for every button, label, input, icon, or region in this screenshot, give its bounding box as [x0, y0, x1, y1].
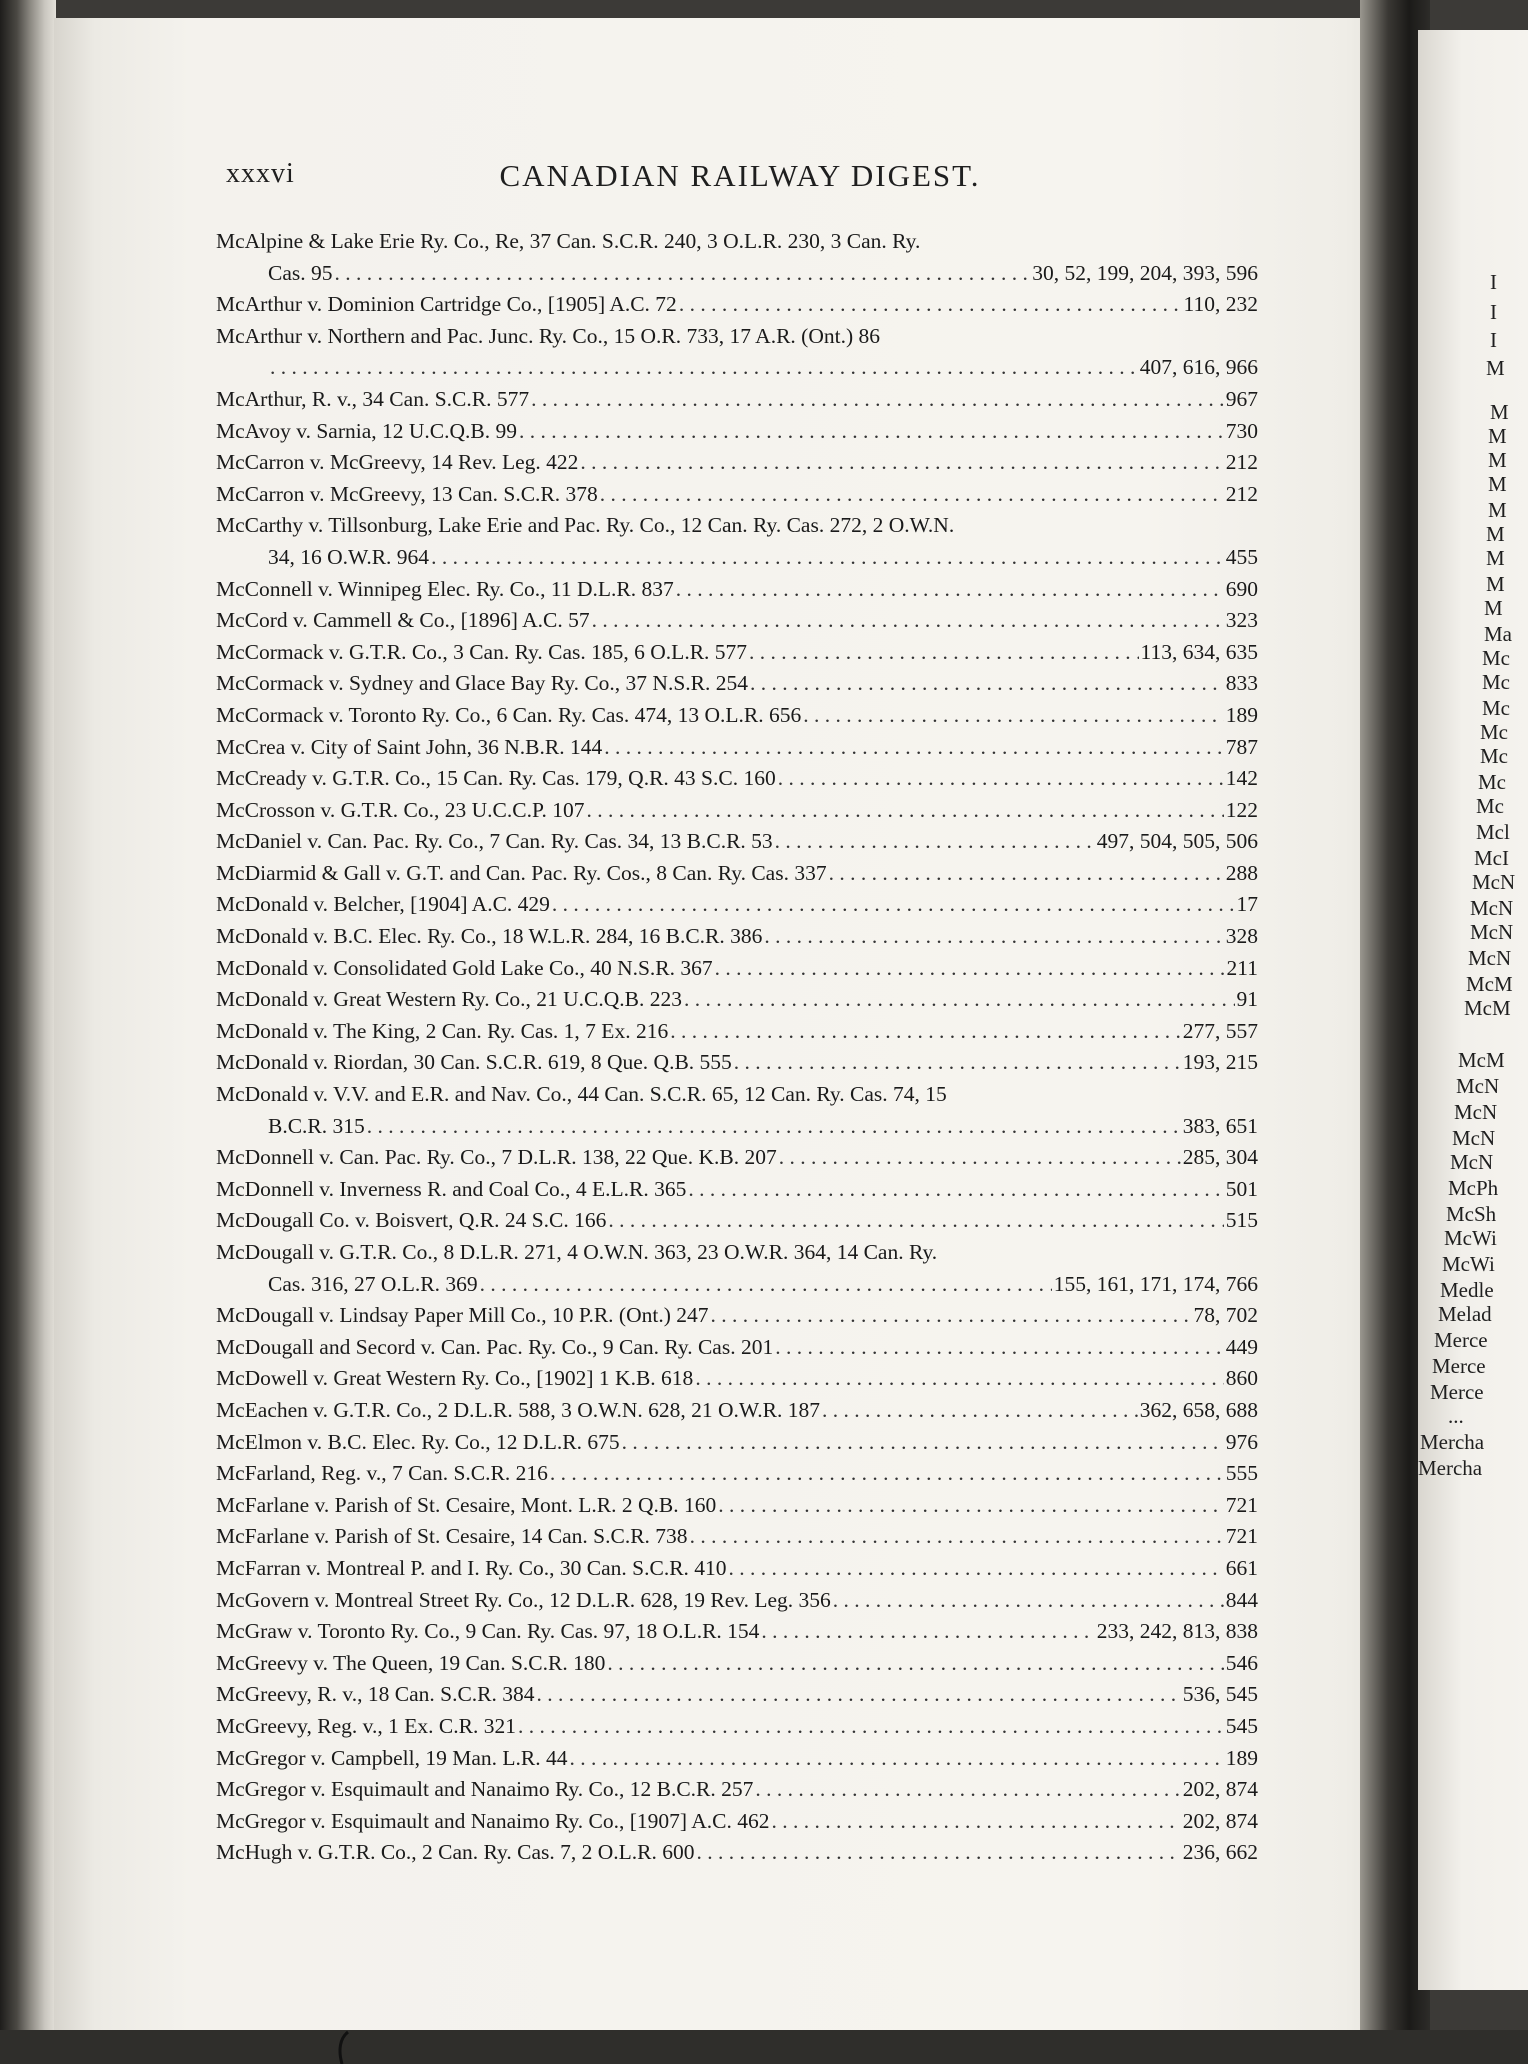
index-entry	[216, 1332, 1258, 1364]
dot-leader	[335, 258, 1031, 290]
entry-page-refs: 91	[1236, 987, 1258, 1012]
entry-page-refs: 844	[1225, 1587, 1258, 1612]
dot-leader	[772, 1806, 1181, 1838]
dot-leader	[587, 795, 1224, 827]
dot-leader	[764, 921, 1223, 953]
entry-continuation-line	[216, 542, 1258, 574]
index-entry	[216, 1679, 1258, 1711]
entry-citation-line	[216, 1521, 1258, 1553]
facing-page-word: M	[1486, 522, 1505, 546]
dot-leader	[480, 1269, 1052, 1301]
entry-page-refs: 555	[1225, 1461, 1258, 1486]
entry-citation-line	[216, 574, 1258, 606]
entry-page-refs: 976	[1225, 1429, 1258, 1454]
entry-citation: McCready v. G.T.R. Co., 15 Can. Ry. Cas. 179, Q.R. 43 S.C. 160	[216, 766, 776, 791]
index-entry	[216, 826, 1258, 858]
index-entry	[216, 226, 1258, 289]
index-entry	[216, 984, 1258, 1016]
entry-citation-line	[216, 1016, 1258, 1048]
index-entry	[216, 732, 1258, 764]
entry-page-refs: 211	[1226, 955, 1258, 980]
dot-leader	[710, 1300, 1191, 1332]
entry-page-refs: 449	[1225, 1334, 1258, 1359]
facing-page-word: McM	[1466, 972, 1513, 996]
entry-citation: McGregor v. Esquimault and Nanaimo Ry. Co., [1907] A.C. 462	[216, 1808, 770, 1833]
dot-leader	[367, 1111, 1181, 1143]
dot-leader	[270, 352, 1138, 384]
entry-citation: McDonnell v. Can. Pac. Ry. Co., 7 D.L.R. 138, 22 Que. K.B. 207	[216, 1145, 777, 1170]
entry-page-refs: 113, 634, 635	[1140, 639, 1258, 664]
dot-leader	[750, 668, 1224, 700]
entry-citation: McDaniel v. Can. Pac. Ry. Co., 7 Can. Ry. Cas. 34, 13 B.C.R. 53	[216, 829, 773, 854]
entry-citation: McGreevy, R. v., 18 Can. S.C.R. 384	[216, 1682, 535, 1707]
entry-citation: McDougall v. G.T.R. Co., 8 D.L.R. 271, 4 O.W.N. 363, 23 O.W.R. 364, 14 Can. Ry.	[216, 1240, 938, 1264]
dot-leader	[833, 1585, 1224, 1617]
facing-page-word: McPh	[1448, 1176, 1499, 1200]
entry-citation: McEachen v. G.T.R. Co., 2 D.L.R. 588, 3 O.W.N. 628, 21 O.W.R. 187	[216, 1397, 820, 1422]
page-number: xxxvi	[226, 158, 295, 189]
entry-citation: McCormack v. G.T.R. Co., 3 Can. Ry. Cas. 185, 6 O.L.R. 577	[216, 639, 748, 664]
entry-page-refs: 236, 662	[1182, 1840, 1258, 1865]
entry-citation-line	[216, 1490, 1258, 1522]
entry-citation: McCord v. Cammell & Co., [1896] A.C. 57	[216, 608, 590, 633]
entry-page-refs: 860	[1225, 1366, 1258, 1391]
entry-citation: McCormack v. Sydney and Glace Bay Ry. Co., 37 N.S.R. 254	[216, 671, 748, 696]
dot-leader	[684, 984, 1235, 1016]
index-entry	[216, 1458, 1258, 1490]
dot-leader	[755, 1774, 1180, 1806]
index-entry	[216, 574, 1258, 606]
index-entry	[216, 1427, 1258, 1459]
entry-citation-line	[216, 1806, 1258, 1838]
dot-leader	[749, 637, 1139, 669]
entry-citation-line	[216, 637, 1258, 669]
facing-page-word: Ma	[1484, 622, 1512, 646]
facing-page-word: I	[1490, 270, 1497, 294]
entry-page-refs: 122	[1225, 797, 1258, 822]
index-entry	[216, 1711, 1258, 1743]
facing-page-word: I	[1490, 300, 1497, 324]
entry-page-refs: 546	[1225, 1650, 1258, 1675]
index-entry	[216, 795, 1258, 827]
index-entry	[216, 1047, 1258, 1079]
entry-page-refs: 407, 616, 966	[1139, 355, 1258, 380]
dot-leader	[592, 605, 1224, 637]
index-entry	[216, 700, 1258, 732]
entry-continuation-line	[216, 258, 1258, 290]
entry-citation-line	[216, 384, 1258, 416]
entry-citation: McCarron v. McGreevy, 13 Can. S.C.R. 378	[216, 481, 598, 506]
entry-page-refs: 202, 874	[1182, 1808, 1258, 1833]
dot-leader	[570, 1743, 1224, 1775]
dot-leader	[518, 1711, 1224, 1743]
facing-page-word: McN	[1470, 896, 1514, 920]
entry-citation-line	[216, 1774, 1258, 1806]
entry-page-refs: 202, 874	[1182, 1777, 1258, 1802]
dot-leader	[622, 1427, 1224, 1459]
entry-citation-line	[216, 1427, 1258, 1459]
dot-leader	[519, 416, 1224, 448]
entry-citation-line	[216, 1585, 1258, 1617]
entry-citation: McAvoy v. Sarnia, 12 U.C.Q.B. 99	[216, 418, 517, 443]
entry-citation: McArthur, R. v., 34 Can. S.C.R. 577	[216, 386, 530, 411]
index-entry	[216, 1142, 1258, 1174]
entry-citation-line	[216, 1363, 1258, 1395]
dot-leader	[608, 1205, 1223, 1237]
facing-page-word: Mc	[1482, 670, 1510, 694]
facing-page-word: McWi	[1442, 1252, 1495, 1276]
facing-page-word: Mc	[1482, 646, 1510, 670]
entry-continuation-line	[216, 1269, 1258, 1301]
entry-citation-line	[216, 1205, 1258, 1237]
dot-leader	[679, 289, 1182, 321]
entry-citation: B.C.R. 315	[268, 1113, 365, 1138]
entry-citation-line	[216, 1300, 1258, 1332]
entry-page-refs: 328	[1225, 924, 1258, 949]
index-entry	[216, 605, 1258, 637]
facing-page-word: McWi	[1444, 1226, 1497, 1250]
dot-leader	[715, 953, 1225, 985]
entry-page-refs: 78, 702	[1193, 1303, 1258, 1328]
index-entry	[216, 953, 1258, 985]
entry-page-refs: 833	[1225, 671, 1258, 696]
entry-citation: McDonald v. Consolidated Gold Lake Co., 40 N.S.R. 367	[216, 955, 713, 980]
facing-page-word: McN	[1454, 1100, 1498, 1124]
entry-page-refs: 545	[1225, 1713, 1258, 1738]
dot-leader	[531, 384, 1224, 416]
entry-page-refs: 189	[1225, 1745, 1258, 1770]
dot-leader	[734, 1047, 1181, 1079]
entry-citation-line	[216, 700, 1258, 732]
dot-leader	[761, 1616, 1094, 1648]
entry-page-refs: 787	[1225, 734, 1258, 759]
entry-page-refs: 193, 215	[1182, 1050, 1258, 1075]
entry-citation: McCrosson v. G.T.R. Co., 23 U.C.C.P. 107	[216, 797, 585, 822]
entry-citation: McDonald v. B.C. Elec. Ry. Co., 18 W.L.R. 284, 16 B.C.R. 386	[216, 924, 763, 949]
facing-page-word: Merce	[1432, 1354, 1486, 1378]
entry-citation-line	[216, 1395, 1258, 1427]
entry-citation: McHugh v. G.T.R. Co., 2 Can. Ry. Cas. 7, 2 O.L.R. 600	[216, 1840, 695, 1865]
entry-citation: McFarlane v. Parish of St. Cesaire, 14 Can. S.C.R. 738	[216, 1524, 688, 1549]
index-entry	[216, 1363, 1258, 1395]
entry-continuation-line	[216, 352, 1258, 384]
dot-leader	[607, 1648, 1223, 1680]
entry-citation-line	[216, 984, 1258, 1016]
facing-page-word: Medle	[1440, 1278, 1494, 1302]
index-entry	[216, 1521, 1258, 1553]
case-index-list	[216, 226, 1258, 1869]
entry-citation-line	[216, 1743, 1258, 1775]
entry-page-refs: 189	[1225, 702, 1258, 727]
dot-leader	[803, 700, 1224, 732]
entry-citation-line	[216, 605, 1258, 637]
index-entry	[216, 1079, 1258, 1142]
entry-citation: McDowell v. Great Western Ry. Co., [1902] 1 K.B. 618	[216, 1366, 694, 1391]
entry-citation-line	[216, 447, 1258, 479]
entry-citation: McAlpine & Lake Erie Ry. Co., Re, 37 Can. S.C.R. 240, 3 O.L.R. 230, 3 Can. Ry.	[216, 229, 921, 253]
entry-citation-line	[216, 1237, 1258, 1269]
scan-border	[0, 2030, 1528, 2064]
dot-leader	[775, 1332, 1224, 1364]
dot-leader	[697, 1837, 1181, 1869]
dot-leader	[778, 763, 1224, 795]
index-entry	[216, 1016, 1258, 1048]
entry-citation-line	[216, 289, 1258, 321]
entry-citation: McGreevy, Reg. v., 1 Ex. C.R. 321	[216, 1713, 516, 1738]
facing-page-word: ...	[1448, 1404, 1464, 1428]
facing-page-word: Mc	[1480, 720, 1508, 744]
entry-citation: McDonnell v. Inverness R. and Coal Co., 4 E.L.R. 365	[216, 1176, 687, 1201]
entry-page-refs: 233, 242, 813, 838	[1096, 1619, 1258, 1644]
entry-citation-line	[216, 1079, 1258, 1111]
facing-page-word: M	[1486, 546, 1505, 570]
entry-continuation-line	[216, 1111, 1258, 1143]
facing-page-word: McN	[1468, 946, 1512, 970]
index-entry	[216, 1237, 1258, 1300]
entry-citation: McDonald v. The King, 2 Can. Ry. Cas. 1, 7 Ex. 216	[216, 1018, 669, 1043]
entry-citation: McGregor v. Esquimault and Nanaimo Ry. Co., 12 B.C.R. 257	[216, 1777, 754, 1802]
facing-page-word: McN	[1452, 1126, 1496, 1150]
dot-leader	[600, 479, 1224, 511]
dot-leader	[718, 1490, 1224, 1522]
facing-page-word: McN	[1472, 870, 1516, 894]
facing-page-word: McN	[1470, 920, 1514, 944]
facing-page-word: M	[1488, 448, 1507, 472]
running-head	[226, 158, 1254, 202]
entry-citation: McConnell v. Winnipeg Elec. Ry. Co., 11 D.L.R. 837	[216, 576, 674, 601]
entry-citation: McDonald v. Belcher, [1904] A.C. 429	[216, 892, 550, 917]
entry-citation-line	[216, 321, 1258, 353]
index-entry	[216, 384, 1258, 416]
index-entry	[216, 637, 1258, 669]
index-entry	[216, 479, 1258, 511]
index-entry	[216, 1648, 1258, 1680]
facing-page-word: Melad	[1438, 1302, 1492, 1326]
entry-page-refs: 277, 557	[1182, 1018, 1258, 1043]
facing-page-word: M	[1490, 400, 1509, 424]
index-entry	[216, 1395, 1258, 1427]
entry-page-refs: 690	[1225, 576, 1258, 601]
facing-page-word: M	[1488, 472, 1507, 496]
page-title: CANADIAN RAILWAY DIGEST.	[499, 158, 981, 193]
dot-leader	[552, 889, 1235, 921]
index-entry	[216, 1616, 1258, 1648]
entry-page-refs: 142	[1225, 766, 1258, 791]
entry-citation: McCrea v. City of Saint John, 36 N.B.R. 144	[216, 734, 603, 759]
facing-page-word: Mercha	[1420, 1430, 1485, 1454]
index-entry	[216, 1205, 1258, 1237]
index-entry	[216, 289, 1258, 321]
index-entry	[216, 1774, 1258, 1806]
entry-citation: McCarron v. McGreevy, 14 Rev. Leg. 422	[216, 450, 579, 475]
entry-page-refs: 730	[1225, 418, 1258, 443]
entry-page-refs: 536, 545	[1182, 1682, 1258, 1707]
entry-citation-line	[216, 668, 1258, 700]
entry-citation: McGreevy v. The Queen, 19 Can. S.C.R. 180	[216, 1650, 606, 1675]
index-entry	[216, 1806, 1258, 1838]
entry-page-refs: 501	[1225, 1176, 1258, 1201]
facing-page-word: McM	[1464, 996, 1511, 1020]
entry-citation-line	[216, 953, 1258, 985]
entry-page-refs: 212	[1225, 481, 1258, 506]
entry-citation-line	[216, 1679, 1258, 1711]
entry-citation-line	[216, 1553, 1258, 1585]
dot-leader	[537, 1679, 1181, 1711]
entry-citation: McDougall Co. v. Boisvert, Q.R. 24 S.C. 166	[216, 1208, 607, 1233]
index-entry	[216, 321, 1258, 384]
entry-citation-line	[216, 732, 1258, 764]
entry-citation: McCarthy v. Tillsonburg, Lake Erie and Pac. Ry. Co., 12 Can. Ry. Cas. 272, 2 O.W.N.	[216, 513, 955, 538]
entry-citation: McDonald v. Great Western Ry. Co., 21 U.C.Q.B. 223	[216, 987, 682, 1012]
entry-citation: Cas. 95	[268, 260, 333, 285]
index-entry	[216, 921, 1258, 953]
facing-page-word: M	[1488, 424, 1507, 448]
dot-leader	[580, 447, 1223, 479]
index-entry	[216, 889, 1258, 921]
dot-leader	[670, 1016, 1181, 1048]
entry-page-refs: 110, 232	[1183, 292, 1258, 317]
facing-page-word: Mercha	[1418, 1456, 1483, 1480]
entry-citation: 34, 16 O.W.R. 964	[268, 544, 430, 569]
entry-page-refs: 155, 161, 171, 174, 766	[1053, 1271, 1258, 1296]
dot-leader	[695, 1363, 1223, 1395]
dot-leader	[822, 1395, 1138, 1427]
index-entry	[216, 447, 1258, 479]
facing-page-word: Mcl	[1476, 820, 1510, 844]
entry-citation: McArthur v. Northern and Pac. Junc. Ry. Co., 15 O.R. 733, 17 A.R. (Ont.) 86	[216, 323, 880, 348]
entry-citation-line	[216, 1616, 1258, 1648]
entry-citation: McFarran v. Montreal P. and I. Ry. Co., 30 Can. S.C.R. 410	[216, 1555, 727, 1580]
entry-citation-line	[216, 1332, 1258, 1364]
index-entry	[216, 1743, 1258, 1775]
index-entry	[216, 1553, 1258, 1585]
entry-citation-line	[216, 826, 1258, 858]
dot-leader	[604, 732, 1224, 764]
entry-page-refs: 323	[1225, 608, 1258, 633]
facing-page-word: McI	[1474, 846, 1509, 870]
entry-citation: McFarland, Reg. v., 7 Can. S.C.R. 216	[216, 1461, 548, 1486]
entry-page-refs: 455	[1225, 544, 1258, 569]
index-entry	[216, 1837, 1258, 1869]
facing-page-word: Mc	[1482, 696, 1510, 720]
entry-citation: McElmon v. B.C. Elec. Ry. Co., 12 D.L.R. 675	[216, 1429, 620, 1454]
entry-page-refs: 721	[1225, 1492, 1258, 1517]
index-entry	[216, 858, 1258, 890]
dot-leader	[550, 1458, 1224, 1490]
entry-page-refs: 17	[1236, 892, 1258, 917]
entry-page-refs: 383, 651	[1182, 1113, 1258, 1138]
facing-page-word: Mc	[1476, 794, 1504, 818]
dot-leader	[779, 1142, 1181, 1174]
index-entry	[216, 1300, 1258, 1332]
facing-page-word: M	[1486, 572, 1505, 596]
dot-leader	[690, 1521, 1224, 1553]
entry-page-refs: 497, 504, 505, 506	[1096, 829, 1258, 854]
entry-citation: McGraw v. Toronto Ry. Co., 9 Can. Ry. Cas. 97, 18 O.L.R. 154	[216, 1619, 760, 1644]
entry-citation-line	[216, 416, 1258, 448]
entry-citation-line	[216, 226, 1258, 258]
entry-citation: McDougall v. Lindsay Paper Mill Co., 10 P.R. (Ont.) 247	[216, 1303, 709, 1328]
entry-citation-line	[216, 479, 1258, 511]
entry-citation-line	[216, 858, 1258, 890]
dot-leader	[431, 542, 1224, 574]
entry-citation: McArthur v. Dominion Cartridge Co., [1905] A.C. 72	[216, 292, 677, 317]
index-entry	[216, 668, 1258, 700]
entry-page-refs: 967	[1225, 386, 1258, 411]
entry-citation: McGovern v. Montreal Street Ry. Co., 12 D.L.R. 628, 19 Rev. Leg. 356	[216, 1587, 831, 1612]
index-entry	[216, 763, 1258, 795]
facing-page-word: McN	[1456, 1074, 1500, 1098]
entry-page-refs: 721	[1225, 1524, 1258, 1549]
entry-page-refs: 515	[1225, 1208, 1258, 1233]
entry-citation: McFarlane v. Parish of St. Cesaire, Mont. L.R. 2 Q.B. 160	[216, 1492, 717, 1517]
facing-page-word: Mc	[1480, 744, 1508, 768]
entry-citation-line	[216, 1174, 1258, 1206]
entry-page-refs: 362, 658, 688	[1139, 1397, 1258, 1422]
facing-page-word: McN	[1450, 1150, 1494, 1174]
entry-citation: McDonald v. Riordan, 30 Can. S.C.R. 619, 8 Que. Q.B. 555	[216, 1050, 732, 1075]
index-entry	[216, 416, 1258, 448]
entry-citation: Cas. 316, 27 O.L.R. 369	[268, 1271, 478, 1296]
entry-citation-line	[216, 889, 1258, 921]
entry-citation-line	[216, 763, 1258, 795]
facing-page-word: McSh	[1446, 1202, 1497, 1226]
entry-page-refs: 30, 52, 199, 204, 393, 596	[1032, 260, 1258, 285]
facing-page-word: Mc	[1478, 770, 1506, 794]
dot-leader	[676, 574, 1224, 606]
dot-leader	[775, 826, 1095, 858]
entry-citation-line	[216, 1047, 1258, 1079]
entry-page-refs: 661	[1225, 1555, 1258, 1580]
facing-page-word: Merce	[1430, 1380, 1484, 1404]
pen-mark-icon	[334, 2030, 354, 2064]
index-entry	[216, 1174, 1258, 1206]
entry-citation-line	[216, 1837, 1258, 1869]
entry-citation-line	[216, 1142, 1258, 1174]
entry-page-refs: 288	[1225, 860, 1258, 885]
facing-page-word: M	[1486, 356, 1505, 380]
facing-page-word: M	[1488, 498, 1507, 522]
entry-citation-line	[216, 795, 1258, 827]
entry-citation: McDougall and Secord v. Can. Pac. Ry. Co., 9 Can. Ry. Cas. 201	[216, 1334, 774, 1359]
entry-citation-line	[216, 921, 1258, 953]
book-edge	[0, 0, 56, 2064]
facing-page-word: M	[1484, 596, 1503, 620]
entry-citation: McGregor v. Campbell, 19 Man. L.R. 44	[216, 1745, 568, 1770]
entry-citation-line	[216, 1711, 1258, 1743]
entry-page-refs: 285, 304	[1182, 1145, 1258, 1170]
index-entry	[216, 1490, 1258, 1522]
entry-citation: McDiarmid & Gall v. G.T. and Can. Pac. Ry. Cos., 8 Can. Ry. Cas. 337	[216, 860, 827, 885]
entry-citation-line	[216, 510, 1258, 542]
facing-page-word: McM	[1458, 1048, 1505, 1072]
entry-citation: McCormack v. Toronto Ry. Co., 6 Can. Ry. Cas. 474, 13 O.L.R. 656	[216, 702, 802, 727]
entry-citation-line	[216, 1458, 1258, 1490]
entry-citation: McDonald v. V.V. and E.R. and Nav. Co., 44 Can. S.C.R. 65, 12 Can. Ry. Cas. 74, 15	[216, 1082, 947, 1107]
facing-page-word: I	[1490, 328, 1497, 352]
facing-page-fragments	[1418, 0, 1528, 2064]
dot-leader	[829, 858, 1224, 890]
dot-leader	[688, 1174, 1223, 1206]
facing-page-word: Merce	[1434, 1328, 1488, 1352]
entry-page-refs: 212	[1225, 450, 1258, 475]
entry-citation-line	[216, 1648, 1258, 1680]
index-entry	[216, 1585, 1258, 1617]
dot-leader	[729, 1553, 1224, 1585]
index-entry	[216, 510, 1258, 573]
